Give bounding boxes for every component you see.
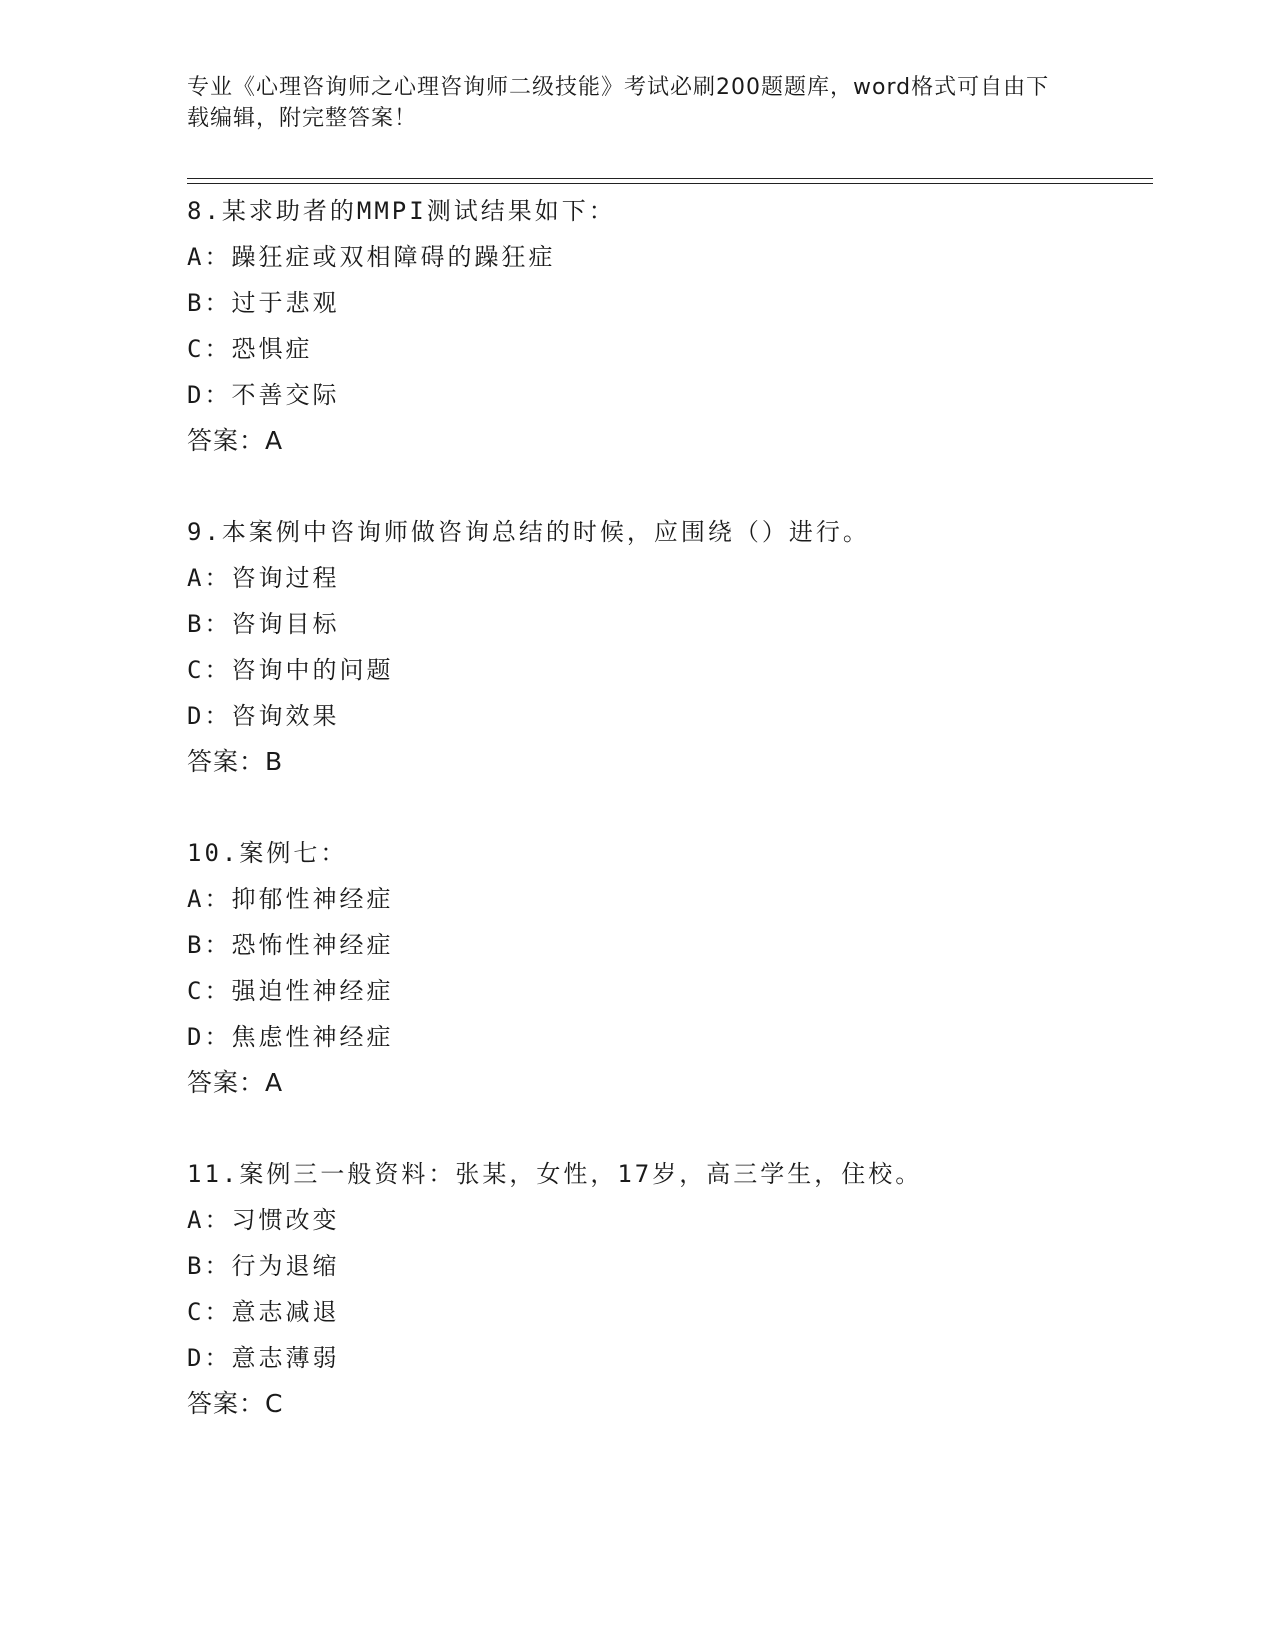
question-item — [187, 830, 1147, 1106]
question-item — [187, 1151, 1147, 1427]
option-b: B：行为退缩 — [187, 1252, 340, 1280]
answer-line: 答案：C — [187, 1389, 284, 1418]
question-stem: 10.案例七： — [187, 839, 348, 867]
question-stem: 11.案例三一般资料：张某，女性，17岁，高三学生，住校。 — [187, 1160, 923, 1188]
option-d: D：意志薄弱 — [187, 1344, 340, 1372]
option-b: B：恐怖性神经症 — [187, 931, 394, 959]
option-c: C：咨询中的问题 — [187, 656, 394, 684]
option-d: D：咨询效果 — [187, 702, 340, 730]
header-divider-bottom — [187, 183, 1153, 184]
header-divider-top — [187, 178, 1153, 179]
question-list — [187, 188, 1147, 1472]
question-stem: 9.本案例中咨询师做咨询总结的时候，应围绕（）进行。 — [187, 518, 870, 546]
option-d: D：焦虑性神经症 — [187, 1023, 394, 1051]
option-d: D：不善交际 — [187, 381, 340, 409]
option-a: A：习惯改变 — [187, 1206, 340, 1234]
question-item — [187, 188, 1147, 464]
question-item — [187, 509, 1147, 785]
option-a: A：咨询过程 — [187, 564, 340, 592]
answer-line: 答案：B — [187, 747, 284, 776]
option-c: C：强迫性神经症 — [187, 977, 394, 1005]
document-header: 专业《心理咨询师之心理咨询师二级技能》考试必刷200题题库，word格式可自由下载编辑，附完整答案！ — [187, 75, 1050, 131]
option-b: B：咨询目标 — [187, 610, 340, 638]
option-a: A：抑郁性神经症 — [187, 885, 394, 913]
answer-line: 答案：A — [187, 426, 284, 455]
answer-line: 答案：A — [187, 1068, 284, 1097]
question-stem: 8.某求助者的MMPI测试结果如下： — [187, 197, 616, 225]
option-a: A：躁狂症或双相障碍的躁狂症 — [187, 243, 556, 271]
option-b: B：过于悲观 — [187, 289, 340, 317]
option-c: C：意志减退 — [187, 1298, 340, 1326]
option-c: C：恐惧症 — [187, 335, 313, 363]
